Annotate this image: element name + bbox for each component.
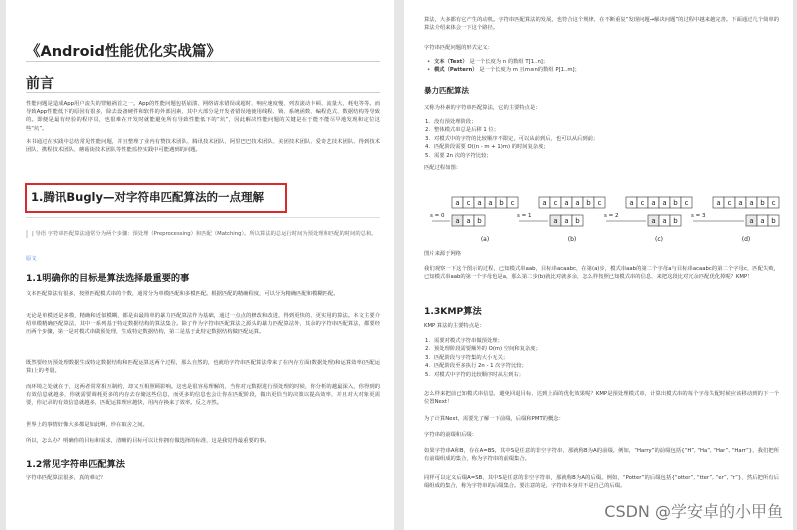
intro-paragraph-1: 性能问题是造成App用户流失的罪魁祸首之一。App的性能问题包括崩溃、网络请求错误或超时、响应速度慢、列表滚动卡顿、流量大、耗电等等。而导致App性能低下的原因有很多，除去设备硬件和软件的外部因素，其中大部分是开发者错误地使用线程、锁、系统函数、编程范式、数据结构等导致的。即便是最有经验的程序员，也很难在开发时就能避免所有导致性能低下的“坑”，因此解决性能问题的关键是在于能不能尽早地发现和定位这些“坑”。 xyxy=(26,101,380,132)
paragraph-1-1f: 所以，怎么办？明确你的目标和需求，清晰的目标可以让你拥有做选择的标准，这是我觉得最重要的事。 xyxy=(26,438,270,444)
pattern-char: a xyxy=(564,217,569,225)
pattern-char: b xyxy=(771,217,776,225)
list-item: 2. 预处理阶段需要额外的 O(m) 空间和复杂度； xyxy=(434,345,779,353)
pattern-char: a xyxy=(553,217,558,225)
paragraph-1-2: 字符串匹配算法很多，真的难记？ xyxy=(26,475,106,481)
paragraph-1-1c: 既然要经历预处理数据生成特定数据结构和匹配运算这两个过程，那么自然的，也就给字符串匹配算法带来了在内存方面(数据处理)和运算效率(匹配运算)上的考量。 xyxy=(26,360,380,375)
sub-label: (c) xyxy=(655,236,663,243)
text-char: a xyxy=(716,199,721,207)
text-char: a xyxy=(488,199,493,207)
pattern-char: a xyxy=(651,217,656,225)
paragraph-1-1b: 无论是单模还是多模，精确和近似模糊，都是由最简单的暴力匹配算法作为基础，通过一点点的修改和改进，得到更快的、更实用的算法。本文主要介绍单模精确匹配算法，其中一系列基于特定数据结构的算法集合。除了作为字符串匹配算法之源头的暴力匹配算法外，其余的字符串匹配算法，都要经历两个步骤，第一是对模式串做预处理，生成特定数据结构，第二是基于此特定数据结构做匹配运算。 xyxy=(26,313,380,336)
text-char: a xyxy=(662,199,667,207)
text-char: a xyxy=(477,199,482,207)
pattern-char: b xyxy=(477,217,482,225)
text-char: c xyxy=(597,199,602,207)
text-char: c xyxy=(510,199,515,207)
shift-label: s = 1 xyxy=(517,213,532,219)
text-char: c xyxy=(727,199,732,207)
text-char: a xyxy=(575,199,580,207)
list-item: 1. 没有预处理阶段； xyxy=(434,118,779,126)
shift-label: s = 3 xyxy=(691,213,706,219)
pattern-char: a xyxy=(760,217,765,225)
heading-brute-force: 暴力匹配算法 xyxy=(424,86,469,95)
csdn-watermark: CSDN @学安卓的小甲鱼 xyxy=(604,502,783,521)
definition-item: • 文本（Text） 是一个长度为 n 的数组 T[1..n]； xyxy=(434,58,779,66)
image-source-note: 图片来源于网络 xyxy=(424,251,462,257)
brute-feature-list xyxy=(434,118,779,160)
heading-kmp: 1.3KMP算法 xyxy=(424,306,482,317)
text-char: b xyxy=(499,199,504,207)
list-item: 3. 对模式中的字符的比较顺序不限定，可以从前到后，也可以从后到前； xyxy=(434,135,779,143)
paragraph-kmp-3: 字符串的前缀和后缀： xyxy=(424,432,477,438)
text-char: c xyxy=(684,199,689,207)
brute-intro: 又称为朴素的字符串匹配算法，它的主要特点是： xyxy=(424,105,541,111)
text-char: c xyxy=(640,199,645,207)
text-char: a xyxy=(629,199,634,207)
paragraph-kmp-1: 怎么样来把前已知模式串信息，避免回退目标，达到上面的优化效果呢？KMP是预处理模式串，计算出模式串的每个字母失配时候应该移动到的下一个位置Next！ xyxy=(424,391,779,406)
diagram-caption: 匹配过程如图： xyxy=(424,165,462,171)
sub-label: (d) xyxy=(741,236,751,243)
list-item: 2. 整体模式串总是后移 1 位； xyxy=(434,126,779,134)
paragraph-kmp-5: 同样可以定义后缀A=SB，其中S是任意的非空字符串，那就称B为A的后缀。例如，“Potter”的后缀包括{“otter”, “tter”, “er”, “r”}，然后把所有后缀组成的集合，称为字符串的后缀集合。要注意的是，字符串本身并不是自己的后缀。 xyxy=(424,475,779,490)
list-item: 1. 需要对模式字符串做预处理； xyxy=(434,337,779,345)
definition-list xyxy=(434,58,779,75)
text-char: b xyxy=(586,199,591,207)
heading-1-2: 1.2常见字符串匹配算法 xyxy=(26,459,125,470)
right-page xyxy=(404,0,793,530)
shift-label: s = 2 xyxy=(604,213,619,219)
pattern-char: a xyxy=(749,217,754,225)
shift-label: s = 0 xyxy=(430,213,445,219)
text-char: a xyxy=(651,199,656,207)
left-page xyxy=(6,0,394,530)
text-char: a xyxy=(564,199,569,207)
pattern-char: b xyxy=(673,217,678,225)
sub-label: (a) xyxy=(480,236,490,243)
list-item: 5. 需要 2n 次的字符比较； xyxy=(434,152,779,160)
kmp-feature-list xyxy=(434,337,779,379)
book-title: 《Android性能优化实战篇》 xyxy=(26,44,221,60)
text-char: a xyxy=(455,199,460,207)
text-char: a xyxy=(738,199,743,207)
intro-paragraph-2: 本书通过在实践中总结常见性能问题，并且整理了业内有赞技术团队、腾讯技术团队、阿里巴巴技术团队、美团技术团队、爱奇艺技术团队、得到技术团队、携程技术团队、蘑菇街技术团队等性能监控实践中可能遇到的问题。 xyxy=(26,139,380,154)
pattern-char: a xyxy=(455,217,460,225)
preface-divider xyxy=(26,92,380,93)
intro-quote: | 导语 字符串匹配算法通常分为两个步骤：预处理（Preprocessing）和匹配（Matching）。所以算法的总运行时间为预处理和匹配的时间的总和。 xyxy=(26,230,380,238)
list-item: 5. 对模式中字符的比较顺序时从左到右； xyxy=(434,371,779,379)
sub-label: (b) xyxy=(567,236,577,243)
text-char: c xyxy=(771,199,776,207)
list-item: 4. 匹配阶段需要 O((n - m + 1)m) 的时间复杂度； xyxy=(434,143,779,151)
paragraph-kmp-4: 如果字符串A和B，存在A=BS，其中S是任意的非空字符串，那就称B为A的前缀。例如，“Harry”的前缀包括{“H”, “Ha”, “Har”, “Harr”}，我们把所有前缀组成的集合，称为字符串的前缀集合。 xyxy=(424,448,779,463)
matching-diagram xyxy=(424,193,774,245)
preface-heading: 前言 xyxy=(26,76,54,92)
definition-intro: 字符串匹配问题的形式定义： xyxy=(424,45,493,51)
list-item: 4. 匹配阶段至多执行 2n - 1 次字符比较； xyxy=(434,362,779,370)
text-char: c xyxy=(553,199,558,207)
heading-1-1: 1.1明确你的目标是算法选择最重要的事 xyxy=(26,273,190,284)
paragraph-top: 算法，大多都有它产生的动机。字符串匹配算法的发展，也符合这个规律，在不断重复“发现问题→解决问题”的过程中越来越完善。下面通过几个简单的算法介绍来体会一下这个路径。 xyxy=(424,17,779,32)
text-char: c xyxy=(466,199,471,207)
text-char: a xyxy=(542,199,547,207)
paragraph-1-1d: 而环境之处就在于，这两者常常相互制约，却又互相照顾影响。这也是很容易理解的，当你对元数据进行预处理的时候，你分析的越最深入，你得到的有效信息就越多，你就需要调耗更多的内存去存储这些信息，而更多的信息也会让你在匹配阶段，做出更恰当的决策以提高效率，并且对大对象更需要，你记录的有效信息就越多，匹配运算理应越快，用内存换来了效率。反之亦然。 xyxy=(26,384,380,407)
pattern-char: a xyxy=(466,217,471,225)
pattern-char: a xyxy=(662,217,667,225)
section-1-divider xyxy=(26,217,380,218)
text-char: a xyxy=(749,199,754,207)
text-char: b xyxy=(760,199,765,207)
text-char: b xyxy=(673,199,678,207)
title-divider xyxy=(26,61,380,62)
paragraph-observation: 我们观察一下这个图示的过程，已知模式串aab，目标串acaabc，在第(a)步，模式串aab的第二个字母a与目标串acaabc的第二个字母c，匹配失败，已知模式串aab的第一个字母也是a，那么第二步(b)就比对就多余，怎么样按照已知模式串的信息，来把这段比对冗余匹配优化掉呢？KMP！ xyxy=(424,266,779,281)
kmp-intro: KMP 算法的主要特点是： xyxy=(424,323,485,329)
section-1-heading: 1.腾讯Bugly—对字符串匹配算法的一点理解 xyxy=(31,190,264,204)
definition-item: • 模式（Pattern） 是一个长度为 m 且m≤n的数组 P[1..m]； xyxy=(434,66,779,74)
paragraph-1-1a: 文本匹配算法有很多，按照匹配模式串的个数，通常分为单模匹配和多模匹配。根据匹配的精确程度，可以分为精确匹配和模糊匹配。 xyxy=(26,291,339,297)
list-item: 3. 匹配阶段与字符集的大小无关； xyxy=(434,354,779,362)
paragraph-1-1e: 世界上的事情好像大多都是如此啊，珍在取舍之间。 xyxy=(26,422,148,428)
paragraph-kmp-2: 为了计算Next，需要先了解一下前缀，后缀和PMT的概念： xyxy=(424,416,564,422)
source-link[interactable]: 原文 xyxy=(26,256,37,262)
pattern-char: b xyxy=(575,217,580,225)
